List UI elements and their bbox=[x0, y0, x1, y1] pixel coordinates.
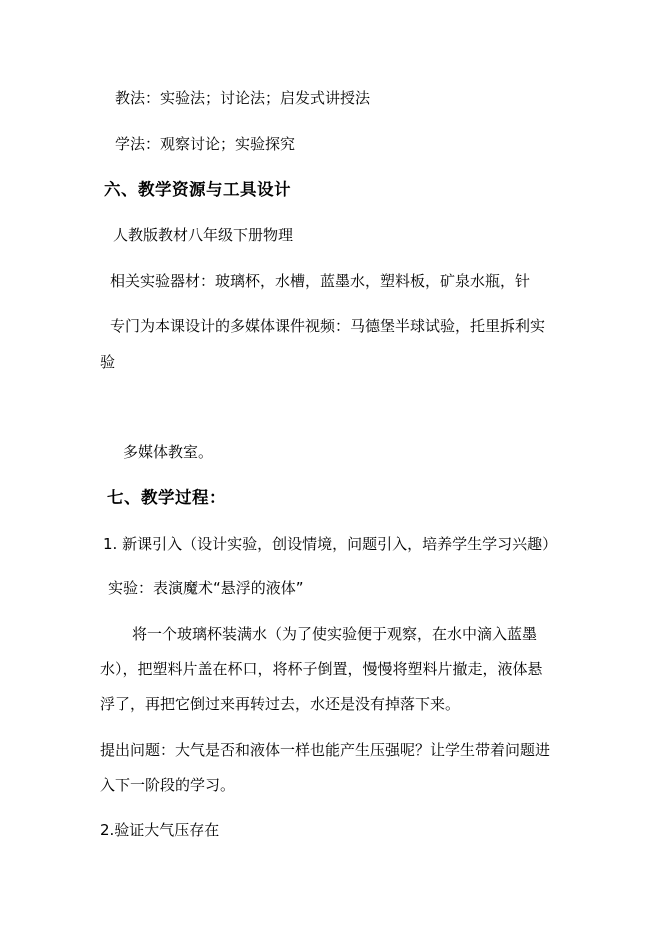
section-7-heading: 七、教学过程： bbox=[107, 488, 226, 507]
question-line-1: 提出问题：大气是否和液体一样也能产生压强呢？让学生带着问题进 bbox=[100, 741, 551, 759]
equipment-line: 相关实验器材：玻璃杯，水槽，蓝墨水，塑料板，矿泉水瓶，针 bbox=[110, 272, 531, 290]
textbook-line: 人教版教材八年级下册物理 bbox=[113, 226, 294, 244]
question-line-2: 入下一阶段的学习。 bbox=[100, 776, 236, 794]
step-1-line: 1. 新课引入（设计实验，创设情境，问题引入，培养学生学习兴趣） bbox=[103, 535, 558, 553]
experiment-line-1: 将一个玻璃杯装满水（为了使实验便于观察，在水中滴入蓝墨 bbox=[132, 625, 538, 643]
section-6-heading: 六、教学资源与工具设计 bbox=[104, 180, 291, 199]
multimedia-line-1: 专门为本课设计的多媒体课件视频：马德堡半球试验，托里拆利实 bbox=[110, 317, 546, 335]
teaching-methods-line: 教法：实验法；讨论法；启发式讲授法 bbox=[115, 89, 371, 107]
multimedia-line-2: 验 bbox=[100, 353, 116, 371]
classroom-line: 多媒体教室。 bbox=[123, 443, 214, 461]
experiment-title: 实验：表演魔术“悬浮的液体” bbox=[108, 579, 304, 597]
step-2-line: 2.验证大气压存在 bbox=[100, 821, 220, 839]
learning-methods-line: 学法：观察讨论；实验探究 bbox=[115, 135, 296, 153]
experiment-line-2: 水），把塑料片盖在杯口，将杯子倒置，慢慢将塑料片撤走，液体悬 bbox=[100, 660, 543, 678]
experiment-line-3: 浮了，再把它倒过来再转过去，水还是没有掉落下来。 bbox=[100, 695, 461, 713]
